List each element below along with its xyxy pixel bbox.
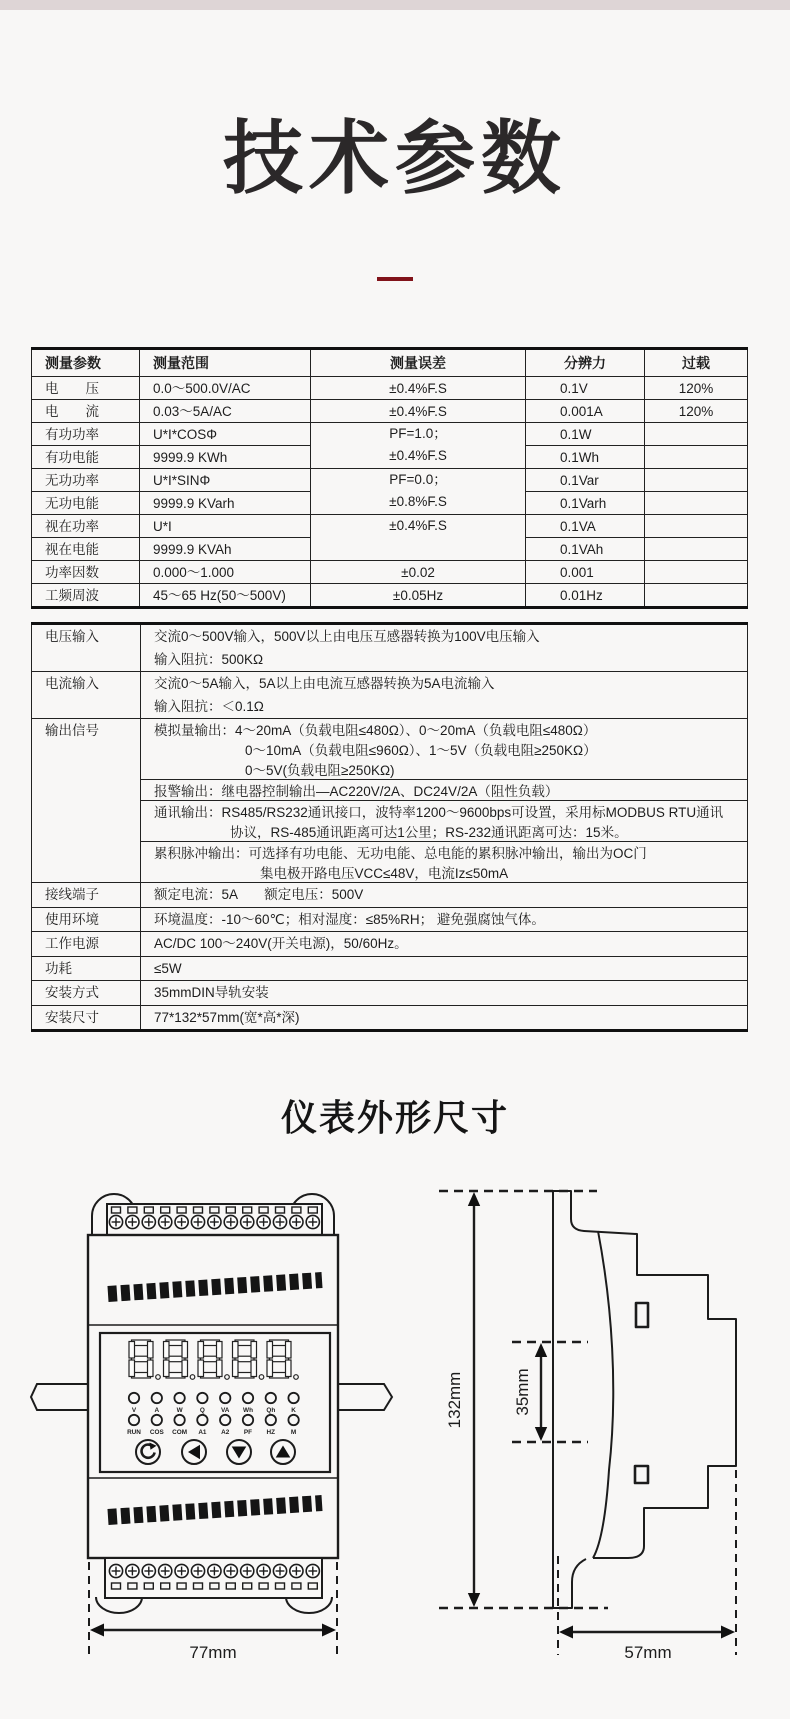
svg-text:HZ: HZ xyxy=(266,1429,276,1436)
svg-text:PF: PF xyxy=(243,1429,253,1436)
row-output-signal: 输出信号 模拟量输出：4～20mA（负载电阻≤480Ω）、0～20mA（负载电阻≤480Ω） 0～10mA（负载电阻≤960Ω）、1～5V（负载电阻≥250KΩ） 0～5V(负载电阻≥250KΩ) 报警输出：继电器控制输出—AC220V/2A、DC24V/2A（阻性负载） 通讯输出：RS485/RS232通讯接口，波特率1200～9600bps可设置，采用标MODBUS RTU通讯 协议，RS-485通讯距离可达1公里；RS-232通讯距离可达：15米。 累积脉冲输出：可选择有功电能、无功电能、总电能的累积脉冲输出，输出为OC门 集电极开路电压VCC≤48V，电流Iz≤50mA xyxy=(32,719,748,883)
row-apparent-power: 视在功率 U*I ±0.4%F.S 0.1VA xyxy=(32,515,748,538)
row-environment: 使用环境 环境温度：-10～60℃；相对湿度：≤85%RH； 避免强腐蚀气体。 xyxy=(32,907,748,932)
top-accent-bar xyxy=(0,0,790,10)
col-header-error: 测量误差 xyxy=(311,349,526,377)
svg-text:Qh: Qh xyxy=(266,1407,276,1414)
subrow-pulse-output: 累积脉冲输出：可选择有功电能、无功电能、总电能的累积脉冲输出，输出为OC门 集电极开路电压VCC≤48V，电流Iz≤50mA xyxy=(141,841,747,882)
col-header-overload: 过载 xyxy=(645,349,748,377)
general-spec-table xyxy=(31,622,748,1032)
outline-dimensions-title: 仪表外形尺寸 xyxy=(280,1097,509,1138)
row-reactive-power: 无功功率 U*I*SINΦ PF=0.0； ±0.8%F.S 0.1Var xyxy=(32,469,748,492)
row-power-factor: 功率因数 0.000～1.000 ±0.02 0.001 xyxy=(32,561,748,584)
merged-error-apparent: ±0.4%F.S xyxy=(311,515,526,561)
row-power-supply: 工作电源 AC/DC 100～240V(开关电源)，50/60Hz。 xyxy=(32,932,748,957)
page-title: 技术参数 xyxy=(223,114,567,203)
row-dimensions: 安装尺寸 77*132*57mm(宽*高*深) xyxy=(32,1005,748,1031)
merged-error-reactive: PF=0.0； ±0.8%F.S xyxy=(311,469,526,515)
depth-dimension xyxy=(558,1470,736,1662)
title-divider xyxy=(377,277,413,281)
depth-label: 57mm xyxy=(624,1643,672,1662)
svg-text:M: M xyxy=(290,1429,297,1436)
width-label: 77mm xyxy=(189,1643,237,1662)
measurement-spec-table xyxy=(31,347,748,609)
rail-clip-lower xyxy=(635,1466,648,1483)
side-view xyxy=(439,1191,736,1662)
bottom-ear-left xyxy=(96,1597,142,1613)
svg-text:V: V xyxy=(131,1407,137,1414)
col-header-resolution: 分辨力 xyxy=(526,349,645,377)
table1-header-row xyxy=(32,349,748,377)
row-voltage-input: 电压输入 交流0～500V输入，500V以上由电压互感器转换为100V电压输入 输入阻抗：500KΩ xyxy=(32,624,748,672)
subrow-analog-output: 模拟量输出：4～20mA（负载电阻≤480Ω）、0～20mA（负载电阻≤480Ω） 0～10mA（负载电阻≤960Ω）、1～5V（负载电阻≥250KΩ） 0～5V(负载电阻≥250KΩ) xyxy=(154,723,597,778)
svg-text:W: W xyxy=(176,1407,183,1414)
row-mounting: 安装方式 35mmDIN导轨安装 xyxy=(32,981,748,1006)
row-terminals: 接线端子 额定电流：5A 额定电压：500V xyxy=(32,883,748,908)
svg-text:Q: Q xyxy=(199,1407,205,1414)
row-voltage: 电 压 0.0～500.0V/AC ±0.4%F.S 0.1V 120% xyxy=(32,377,748,400)
front-view xyxy=(31,1194,392,1662)
outline-dimension-drawing xyxy=(0,1140,790,1680)
row-active-power: 有功功率 U*I*COSΦ PF=1.0； ±0.4%F.S 0.1W xyxy=(32,423,748,446)
merged-error-active: PF=1.0； ±0.4%F.S xyxy=(311,423,526,469)
svg-text:K: K xyxy=(291,1407,296,1414)
svg-text:COM: COM xyxy=(172,1429,188,1436)
row-active-energy: 有功电能 9999.9 KWh 0.1Wh xyxy=(32,446,748,469)
height-label: 132mm xyxy=(445,1371,464,1429)
svg-text:RUN: RUN xyxy=(127,1429,141,1436)
rail-label: 35mm xyxy=(513,1368,532,1416)
svg-text:VA: VA xyxy=(220,1407,230,1414)
subrow-alarm-output: 报警输出：继电器控制输出—AC220V/2A、DC24V/2A（阻性负载） xyxy=(141,779,747,800)
svg-text:A1: A1 xyxy=(198,1429,207,1436)
height-dimension xyxy=(445,1192,480,1607)
subrow-comm-output: 通讯输出：RS485/RS232通讯接口，波特率1200～9600bps可设置，采用标MODBUS RTU通讯 协议，RS-485通讯距离可达1公里；RS-232通讯距离可达：15米。 xyxy=(141,800,747,841)
row-frequency: 工频周波 45～65 Hz(50～500V) ±0.05Hz 0.01Hz xyxy=(32,584,748,608)
col-header-range: 测量范围 xyxy=(140,349,311,377)
row-apparent-energy: 视在电能 9999.9 KVAh 0.1VAh xyxy=(32,538,748,561)
rail-dimension xyxy=(512,1342,588,1442)
row-current-input: 电流输入 交流0～5A输入，5A以上由电流互感器转换为5A电流输入 输入阻抗：＜0.1Ω xyxy=(32,672,748,719)
svg-text:A2: A2 xyxy=(221,1429,230,1436)
svg-text:A: A xyxy=(154,1407,160,1414)
row-current: 电 流 0.03～5A/AC ±0.4%F.S 0.001A 120% xyxy=(32,400,748,423)
col-header-param: 测量参数 xyxy=(32,349,140,377)
row-consumption: 功耗 ≤5W xyxy=(32,956,748,981)
bottom-ear-right xyxy=(286,1597,332,1613)
svg-text:COS: COS xyxy=(149,1429,164,1436)
rail-clip-upper xyxy=(636,1303,648,1327)
row-reactive-energy: 无功电能 9999.9 KVarh 0.1Varh xyxy=(32,492,748,515)
svg-text:Wh: Wh xyxy=(243,1407,253,1414)
side-profile xyxy=(553,1191,736,1608)
